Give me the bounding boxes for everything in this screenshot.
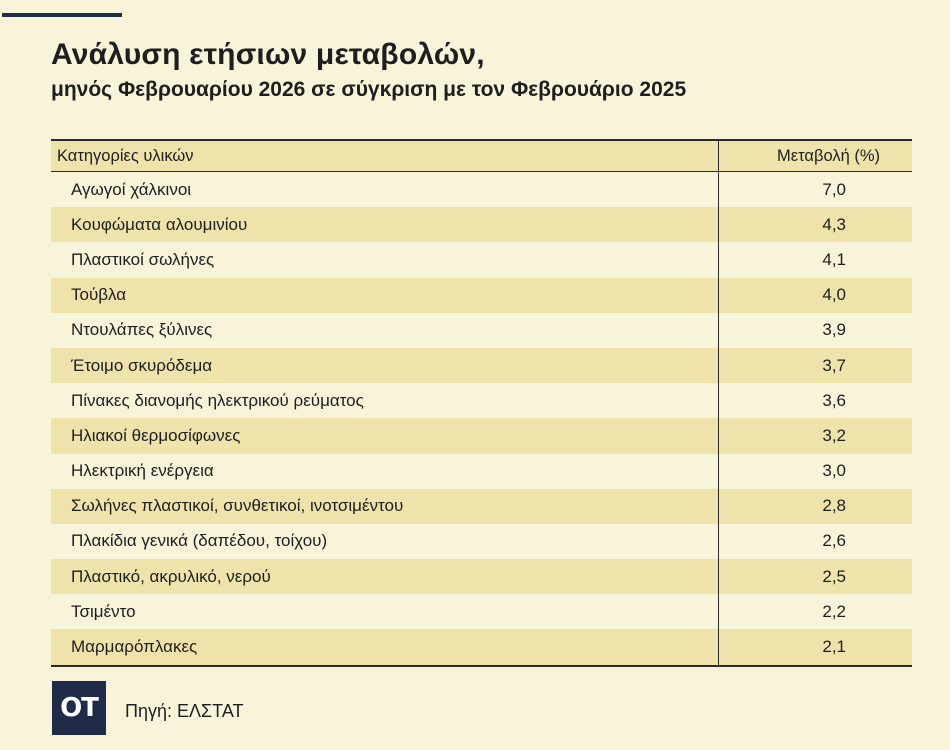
table-header-row (51, 141, 912, 172)
row-change-value: 4,0 (718, 278, 912, 313)
row-change-value: 2,8 (718, 489, 912, 524)
row-category: Έτοιμο σκυρόδεμα (51, 348, 718, 383)
top-accent-rule (2, 13, 122, 17)
table-row (51, 418, 912, 453)
row-category: Κουφώματα αλουμινίου (51, 207, 718, 242)
row-category: Τούβλα (51, 278, 718, 313)
table-body (51, 172, 912, 665)
row-change-value: 3,2 (718, 418, 912, 453)
table-row (51, 383, 912, 418)
row-category: Σωλήνες πλαστικοί, συνθετικοί, ινοτσιμέντου (51, 489, 718, 524)
table-row (51, 242, 912, 277)
table-row (51, 629, 912, 664)
table-row (51, 172, 912, 208)
table-row (51, 489, 912, 524)
row-change-value: 4,1 (718, 242, 912, 277)
row-change-value: 2,5 (718, 559, 912, 594)
row-category: Ηλιακοί θερμοσίφωνες (51, 418, 718, 453)
row-category: Πλακίδια γενικά (δαπέδου, τοίχου) (51, 524, 718, 559)
row-category: Μαρμαρόπλακες (51, 629, 718, 664)
row-change-value: 3,7 (718, 348, 912, 383)
table-row (51, 594, 912, 629)
row-category: Ντουλάπες ξύλινες (51, 313, 718, 348)
table-row (51, 524, 912, 559)
row-category: Τσιμέντο (51, 594, 718, 629)
table-row (51, 559, 912, 594)
table-row (51, 454, 912, 489)
source-note: Πηγή: ΕΛΣΤΑΤ (125, 701, 244, 721)
column-header-category: Κατηγορίες υλικών (51, 141, 718, 172)
row-change-value: 4,3 (718, 207, 912, 242)
row-change-value: 7,0 (718, 172, 912, 208)
table-row (51, 207, 912, 242)
column-header-change: Μεταβολή (%) (718, 141, 912, 172)
row-change-value: 2,1 (718, 629, 912, 664)
row-change-value: 3,9 (718, 313, 912, 348)
row-change-value: 2,2 (718, 594, 912, 629)
row-change-value: 3,0 (718, 454, 912, 489)
table-row (51, 348, 912, 383)
row-category: Ηλεκτρική ενέργεια (51, 454, 718, 489)
table-row (51, 313, 912, 348)
row-category: Πίνακες διανομής ηλεκτρικού ρεύματος (51, 383, 718, 418)
data-table (51, 141, 912, 665)
table-row (51, 278, 912, 313)
row-category: Αγωγοί χάλκινοι (51, 172, 718, 208)
ot-logo: ΟΤ (52, 681, 106, 735)
row-category: Πλαστικό, ακρυλικό, νερού (51, 559, 718, 594)
row-category: Πλαστικοί σωλήνες (51, 242, 718, 277)
page-title: Ανάλυση ετήσιων μεταβολών, (51, 38, 485, 71)
row-change-value: 2,6 (718, 524, 912, 559)
data-table-container (51, 139, 912, 667)
row-change-value: 3,6 (718, 383, 912, 418)
page-subtitle: μηνός Φεβρουαρίου 2026 σε σύγκριση με τον Φεβρουάριο 2025 (51, 78, 687, 101)
